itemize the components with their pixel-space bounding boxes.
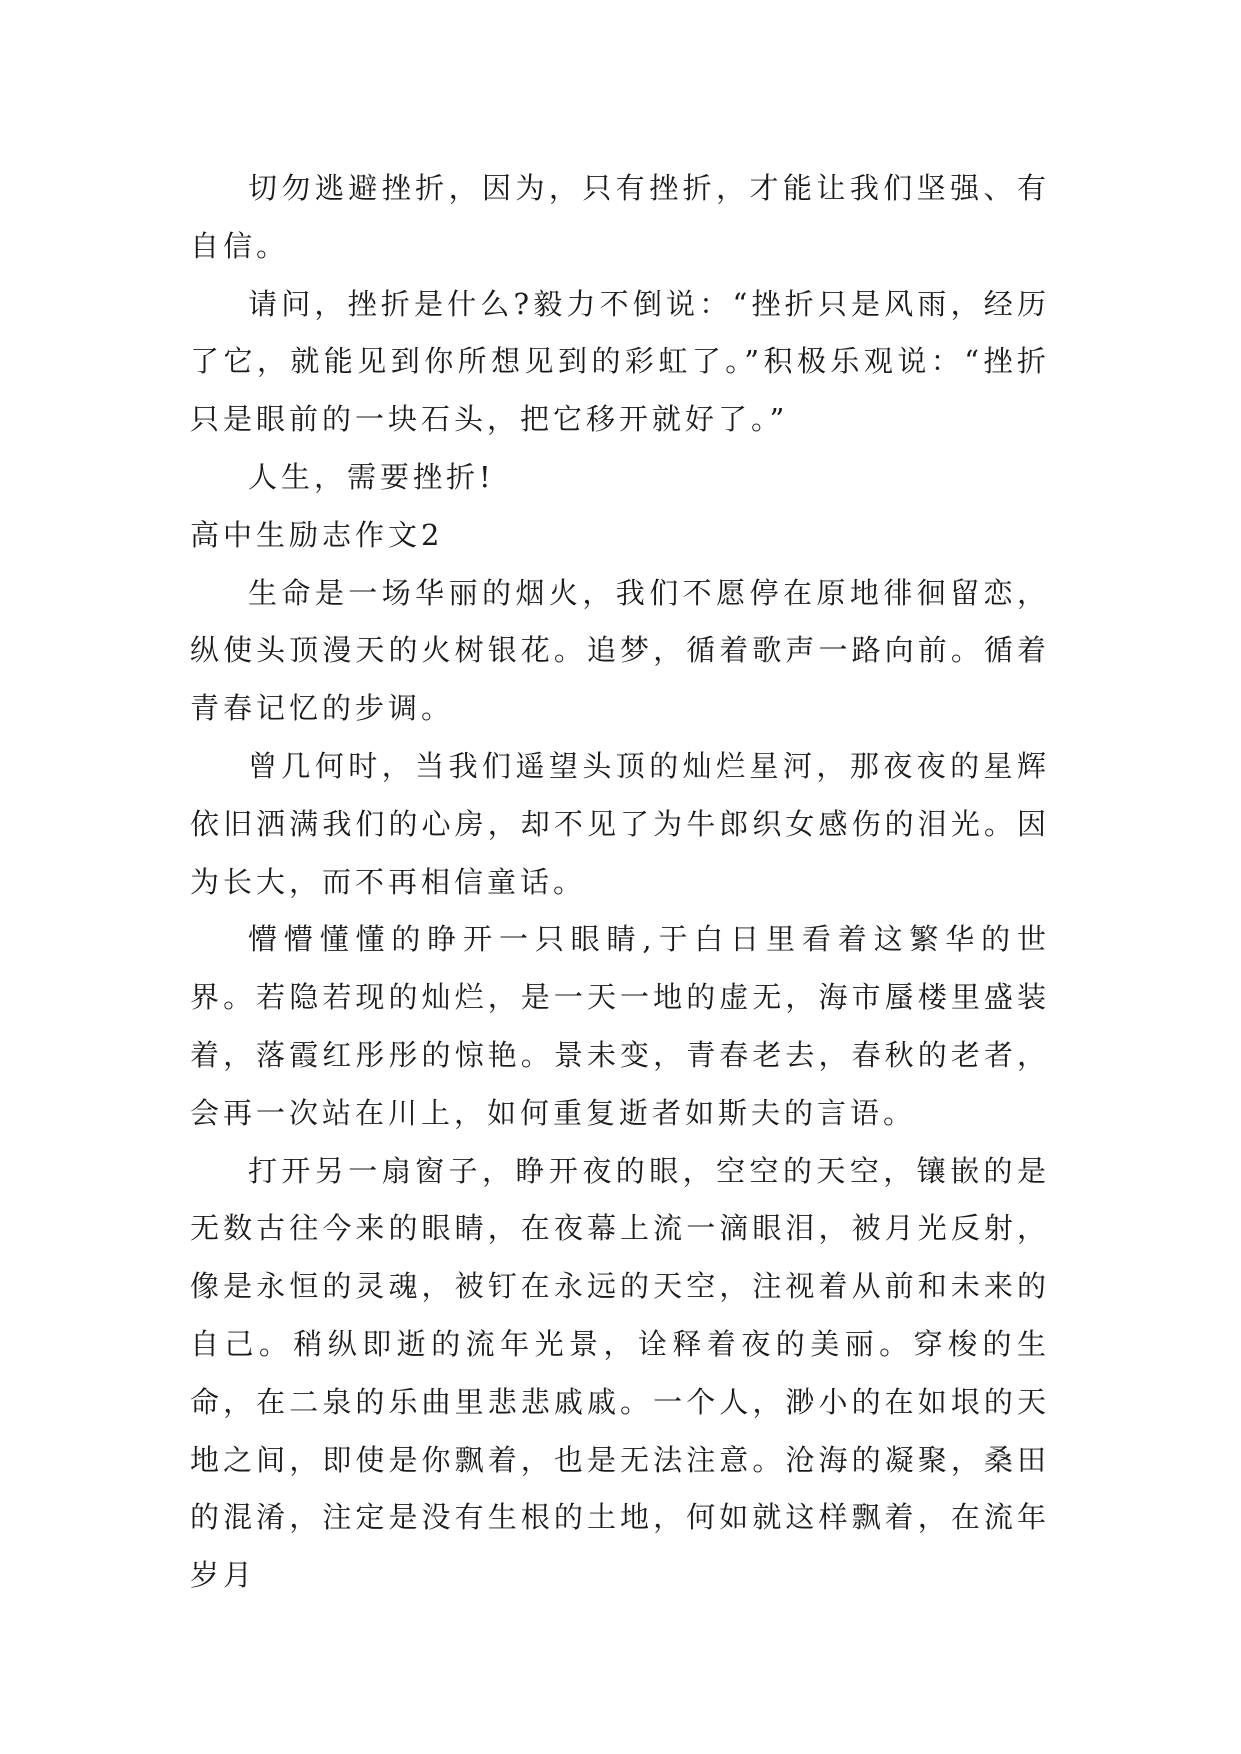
document-body bbox=[190, 160, 1050, 1605]
paragraph: 切勿逃避挫折，因为，只有挫折，才能让我们坚强、有自信。 bbox=[190, 171, 1050, 263]
paragraph: 人生，需要挫折! bbox=[248, 459, 495, 494]
paragraph: 曾几何时，当我们遥望头顶的灿烂星河，那夜夜的星辉依旧洒满我们的心房，却不见了为牛郎织女感伤的泪光。因为长大，而不再相信童话。 bbox=[190, 748, 1050, 899]
paragraph: 生命是一场华丽的烟火，我们不愿停在原地徘徊留恋，纵使头顶漫天的火树银花。追梦，循着歌声一路向前。循着青春记忆的步调。 bbox=[190, 575, 1050, 726]
paragraph: 请问，挫折是什么?毅力不倒说：“挫折只是风雨，经历了它，就能见到你所想见到的彩虹了。”积极乐观说：“挫折只是眼前的一块石头，把它移开就好了。” bbox=[190, 286, 1050, 437]
paragraph: 懵懵懂懂的睁开一只眼睛,于白日里看着这繁华的世界。若隐若现的灿烂，是一天一地的虚无，海市蜃楼里盛装着，落霞红彤彤的惊艳。景未变，青春老去，春秋的老者，会再一次站在川上，如何重复逝者如斯夫的言语。 bbox=[190, 922, 1050, 1130]
paragraph: 打开另一扇窗子，睁开夜的眼，空空的天空，镶嵌的是无数古往今来的眼睛，在夜幕上流一滴眼泪，被月光反射，像是永恒的灵魂，被钉在永远的天空，注视着从前和未来的自己。稍纵即逝的流年光景，诠释着夜的美丽。穿梭的生命，在二泉的乐曲里悲悲戚戚。一个人，渺小的在如垠的天地之间，即使是你飘着，也是无法注意。沧海的凝聚，桑田的混淆，注定是没有生根的土地，何如就这样飘着，在流年岁月 bbox=[190, 1153, 1050, 1593]
section-title: 高中生励志作文2 bbox=[190, 517, 444, 552]
